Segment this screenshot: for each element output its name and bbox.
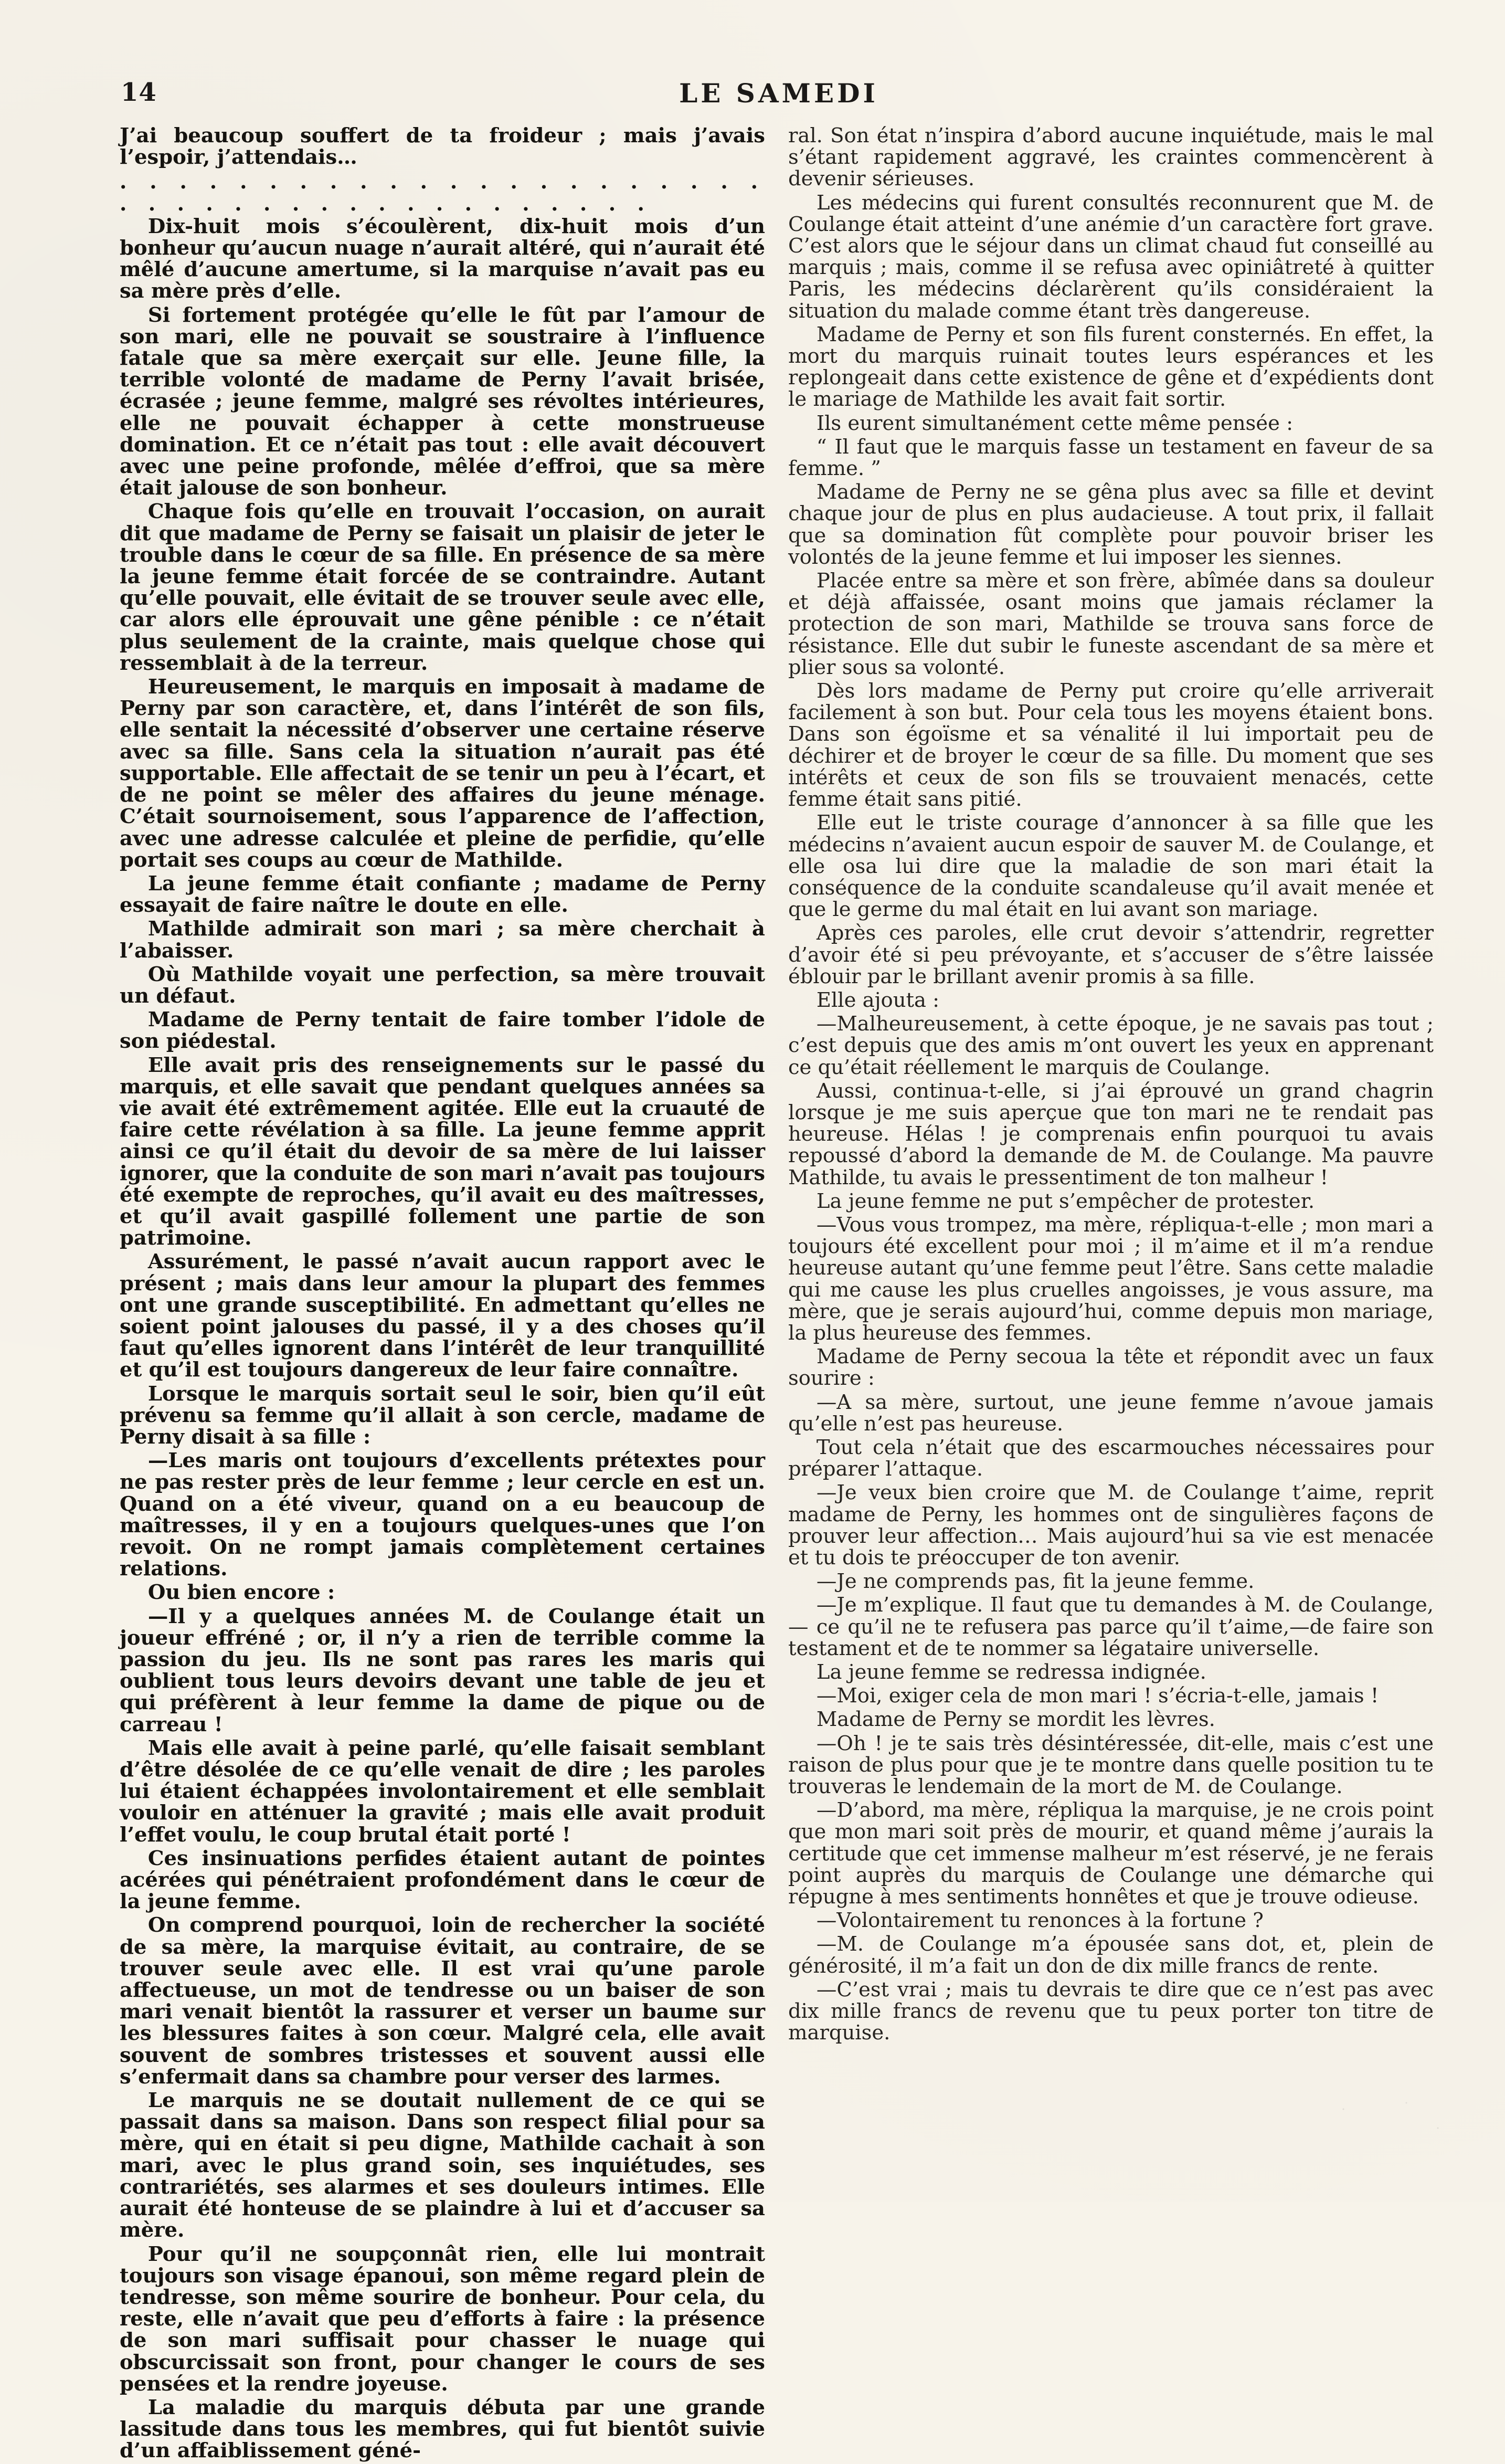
paragraph: Mais elle avait à peine parlé, qu’elle faisait semblant d’être désolée de ce qu’elle venait de dire ; les paroles lui étaient échappées involontairement et elle semblait vouloir en atténuer la gravité ; mais elle avait produit l’effet voulu, le coup brutal était porté ! (120, 1736, 765, 1847)
paragraph: La jeune femme se redressa indignée. (816, 1660, 1206, 1684)
paragraph: Chaque fois qu’elle en trouvait l’occasion, on aurait dit que madame de Perny se faisait un plaisir de jeter le trouble dans le cœur de sa fille. En présence de sa mère la jeune femme était forcée de se contraindre. Autant qu’elle pouvait, elle évitait de se trouver seule avec elle, car alors elle éprouvait une gêne pénible : ce n’était plus seulement de la crainte, mais quelque chose qui ressemblait à de la terreur. (120, 500, 765, 675)
journal-title: LE SAMEDI (679, 78, 878, 109)
paragraph: —C’est vrai ; mais tu devrais te dire que ce n’est pas avec dix mille francs de revenu que tu peux porter ton titre de marquise. (788, 1977, 1434, 2045)
paragraph: Ou bien encore : (147, 1581, 335, 1605)
paragraph: “ Il faut que le marquis fasse un testament en faveur de sa femme. ” (788, 435, 1434, 481)
page-header (121, 78, 1437, 120)
paragraph: Elle eut le triste courage d’annoncer à sa fille que les médecins n’avaient aucun espoir de sauver M. de Coulange, et elle osa lui dire que la maladie de son mari était la conséquence de la conduite scandaleuse qu’il avait menée et que le germe du mal était en lui avant son mariage. (788, 811, 1434, 922)
paragraph: La maladie du marquis débuta par une grande lassitude dans tous les membres, qui fut bientôt suivie d’un affaiblissement géné- (120, 2395, 765, 2463)
paragraph: Où Mathilde voyait une perfection, sa mère trouvait un défaut. (120, 962, 765, 1008)
paragraph: —A sa mère, surtout, une jeune femme n’avoue jamais qu’elle n’est pas heureuse. (788, 1390, 1434, 1436)
paragraph: Placée entre sa mère et son frère, abîmée dans sa douleur et déjà affaissée, osant moins que jamais réclamer la protection de son mari, Mathilde se trouva sans force de résistance. Elle dut subir le funeste ascendant de sa mère et plier sous sa volonté. (788, 569, 1434, 679)
paragraph: —M. de Coulange m’a épousée sans dot, et, plein de générosité, il m’a fait un don de dix mille francs de rente. (788, 1932, 1434, 1978)
print-speckles (1312, 2084, 1469, 2147)
paragraph: Elle avait pris des renseignements sur le passé du marquis, et elle savait que pendant quelques années sa vie avait été extrêmement agitée. Elle eut la cruauté de faire cette révélation à sa fille. La jeune femme apprit ainsi ce qu’il était du devoir de sa mère de lui laisser ignorer, que la conduite de son mari n’avait pas toujours été exempte de reproches, qu’il avait eu des maîtresses, et qu’il avait gaspillé follement une partie de son patrimoine. (120, 1053, 765, 1250)
paragraph: —D’abord, ma mère, répliqua la marquise, je ne crois point que mon mari soit près de mourir, et quand même j’aurais la certitude que cet immense malheur m’est réservé, je ne ferais point auprès du marquis de Coulange une démarche qui répugne à mes sentiments honnêtes et que je trouve odieuse. (788, 1798, 1434, 1909)
paragraph: Tout cela n’était que des escarmouches nécessaires pour préparer l’attaque. (788, 1435, 1434, 1481)
paragraph: Dix-huit mois s’écoulèrent, dix-huit mois d’un bonheur qu’aucun nuage n’aurait altéré, qui n’aurait été mêlé d’aucune amertume, si la marquise n’avait pas eu sa mère près d’elle. (120, 214, 765, 303)
paragraph: Les médecins qui furent consultés reconnurent que M. de Coulange était atteint d’une anémie d’un caractère fort grave. C’est alors que le séjour dans un climat chaud fut conseillé au marquis ; mais, comme il se refusa avec opiniâtreté à quitter Paris, les médecins déclarèrent qu’ils considéraient la situation du malade comme étant très dangereuse. (788, 191, 1434, 323)
paragraph: On comprend pourquoi, loin de rechercher la société de sa mère, la marquise évitait, au contraire, de se trouver seule avec elle. Il est vrai qu’une parole affectueuse, un mot de tendresse ou un baiser de son mari venait bientôt la rassurer et verser un baume sur les blessures faites à son cœur. Malgré cela, elle avait souvent de sombres tristesses et souvent aussi elle s’enfermait dans sa chambre pour verser des larmes. (120, 1913, 765, 2089)
paragraph: —Il y a quelques années M. de Coulange était un joueur effréné ; or, il n’y a rien de terrible comme la passion du jeu. Ils ne sont pas rares les maris qui oublient tous leurs devoirs devant une table de jeu et qui préfèrent à leur femme la dame de pique ou de carreau ! (120, 1604, 765, 1736)
paragraph: Madame de Perny tentait de faire tomber l’idole de son piédestal. (120, 1008, 765, 1054)
paragraph: —Je m’explique. Il faut que tu demandes à M. de Coulange,— ce qu’il ne te refusera pas parce qu’il t’aime,—de faire son testament et de te nommer sa légataire universelle. (788, 1593, 1434, 1660)
paragraph: Madame de Perny se mordit les lèvres. (816, 1708, 1215, 1732)
paragraph: Si fortement protégée qu’elle le fût par l’amour de son mari, elle ne pouvait se soustraire à l’influence fatale que sa mère exerçait sur elle. Jeune fille, la terrible volonté de madame de Perny l’avait brisée, écrasée ; jeune femme, malgré ses révoltes intérieures, elle ne pouvait échapper à cette monstrueuse domination. Et ce n’était pas tout : elle avait découvert avec une peine profonde, mêlée d’effroi, que sa mère était jalouse de son bonheur. (120, 303, 765, 500)
paragraph: Ils eurent simultanément cette même pensée : (816, 411, 1294, 435)
paragraph: Madame de Perny ne se gêna plus avec sa fille et devint chaque jour de plus en plus audacieuse. A tout prix, il fallait que sa domination fût complète pour pouvoir briser les volontés de la jeune femme et lui imposer les siennes. (788, 480, 1434, 569)
paragraph: Pour qu’il ne soupçonnât rien, elle lui montrait toujours son visage épanoui, son même regard plein de tendresse, son même sourire de bonheur. Pour cela, du reste, elle n’avait que peu d’efforts à faire : la présence de son mari suffisait pour chasser le nuage qui obscurcissait son front, pour changer le cours de ses pensées et la rendre joyeuse. (120, 2242, 765, 2396)
paragraph: Madame de Perny et son fils furent consternés. En effet, la mort du marquis ruinait toutes leurs espérances et les replongeait dans cette existence de gêne et d’expédients dont le mariage de Mathilde les avait fait sortir. (788, 322, 1434, 412)
paragraph: —Les maris ont toujours d’excellents prétextes pour ne pas rester près de leur femme ; leur cercle en est un. Quand on a été viveur, quand on a eu beaucoup de maîtresses, il y en a toujours quelques-unes que l’on revoit. On ne rompt jamais complètement certaines relations. (120, 1449, 765, 1581)
paragraph: Madame de Perny secoua la tête et répondit avec un faux sourire : (788, 1345, 1434, 1391)
paragraph: —Oh ! je te sais très désintéressée, dit-elle, mais c’est une raison de plus pour que je te montre dans quelle position tu te trouveras le lendemain de la mort de M. de Coulange. (788, 1731, 1434, 1799)
paragraph: Mathilde admirait son mari ; sa mère cherchait à l’abaisser. (120, 917, 765, 963)
paragraph: —Vous vous trompez, ma mère, répliqua-t-elle ; mon mari a toujours été excellent pour moi ; il m’aime et il m’a rendue heureuse autant qu’une femme peut l’être. Sans cette maladie qui me cause les plus cruelles angoisses, je vous assure, ma mère, que je serais aujourd’hui, comme depuis mon mariage, la plus heureuse des femmes. (788, 1213, 1434, 1345)
left-column (120, 125, 765, 2464)
paragraph: Dès lors madame de Perny put croire qu’elle arriverait facilement à son but. Pour cela tous les moyens étaient bons. Dans son égoïsme et sa vénalité il lui importait peu de déchirer et de broyer le cœur de sa fille. Du moment que ses intérêts et ceux de son fils se trouvaient menacés, cette femme était sans pitié. (788, 679, 1434, 812)
right-column (788, 125, 1434, 2046)
paragraph: Le marquis ne se doutait nullement de ce qui se passait dans sa maison. Dans son respect filial pour sa mère, qui en était si peu digne, Mathilde cachait à son mari, avec le plus grand soin, ses inquiétudes, ses contrariétés, ses alarmes et ses douleurs intimes. Elle aurait été honteuse de se plaindre à lui et d’accuser sa mère. (120, 2089, 765, 2242)
paragraph: La jeune femme était confiante ; madame de Perny essayait de faire naître le doute en elle. (120, 871, 765, 918)
paragraph: —Moi, exiger cela de mon mari ! s’écria-t-elle, jamais ! (816, 1684, 1379, 1708)
page-number: 14 (121, 78, 157, 107)
paragraph: —Je veux bien croire que M. de Coulange t’aime, reprit madame de Perny, les hommes ont de singulières façons de prouver leur affection… Mais aujourd’hui sa vie est menacée et tu dois te préoccuper de ton avenir. (788, 1481, 1434, 1570)
paragraph: —Je ne comprends pas, fit la jeune femme. (816, 1570, 1255, 1594)
paragraph: J’ai beaucoup souffert de ta froideur ; mais j’avais l’espoir, j’attendais… (120, 124, 765, 170)
paragraph: Aussi, continua-t-elle, si j’ai éprouvé un grand chagrin lorsque je me suis aperçue que ton mari ne te rendait pas heureuse. Hélas ! je comprenais enfin pourquoi tu avais repoussé d’abord la demande de M. de Coulange. Ma pauvre Mathilde, tu avais le pressentiment de ton malheur ! (788, 1079, 1434, 1189)
paragraph: Ces insinuations perfides étaient autant de pointes acérées qui pénétraient profondément dans le cœur de la jeune femme. (120, 1846, 765, 1914)
ellipsis-separator: . . . . . . . . . . . . . . . . . . . . . . . . . . . . . . . . . . . . . . . . . (120, 170, 765, 216)
paragraph: La jeune femme ne put s’empêcher de protester. (816, 1189, 1315, 1213)
paragraph: —Volontairement tu renonces à la fortune ? (816, 1909, 1264, 1933)
paragraph: Après ces paroles, elle crut devoir s’attendrir, regretter d’avoir été si peu prévoyante, et s’accuser de s’être laissée éblouir par le brillant avenir promis à sa fille. (788, 921, 1434, 988)
paragraph: —Malheureusement, à cette époque, je ne savais pas tout ; c’est depuis que des amis m’ont ouvert les yeux en apprenant ce qu’était réellement le marquis de Coulange. (788, 1012, 1434, 1079)
paragraph: Heureusement, le marquis en imposait à madame de Perny par son caractère, et, dans l’intérêt de son fils, elle sentait la nécessité d’observer une certaine réserve avec sa fille. Sans cela la situation n’aurait pas été supportable. Elle affectait de se tenir un peu à l’écart, et de ne point se mêler des affaires du jeune ménage. C’était sournoisement, sous l’apparence de l’affection, avec une adresse calculée et pleine de perfidie, qu’elle portait ses coups au cœur de Mathilde. (120, 675, 765, 872)
paragraph: ral. Son état n’inspira d’abord aucune inquiétude, mais le mal s’étant rapidement aggravé, les craintes commencèrent à devenir sérieuses. (788, 124, 1434, 191)
paragraph: Assurément, le passé n’avait aucun rapport avec le présent ; mais dans leur amour la plupart des femmes ont une grande susceptibilité. En admettant qu’elles ne soient point jalouses du passé, il y a des choses qu’il faut qu’elles ignorent dans l’intérêt de leur tranquillité et qu’il est toujours dangereux de leur faire connaître. (120, 1250, 765, 1382)
paragraph: Elle ajouta : (816, 988, 940, 1012)
paragraph: Lorsque le marquis sortait seul le soir, bien qu’il eût prévenu sa femme qu’il allait à son cercle, madame de Perny disait à sa fille : (120, 1382, 765, 1449)
